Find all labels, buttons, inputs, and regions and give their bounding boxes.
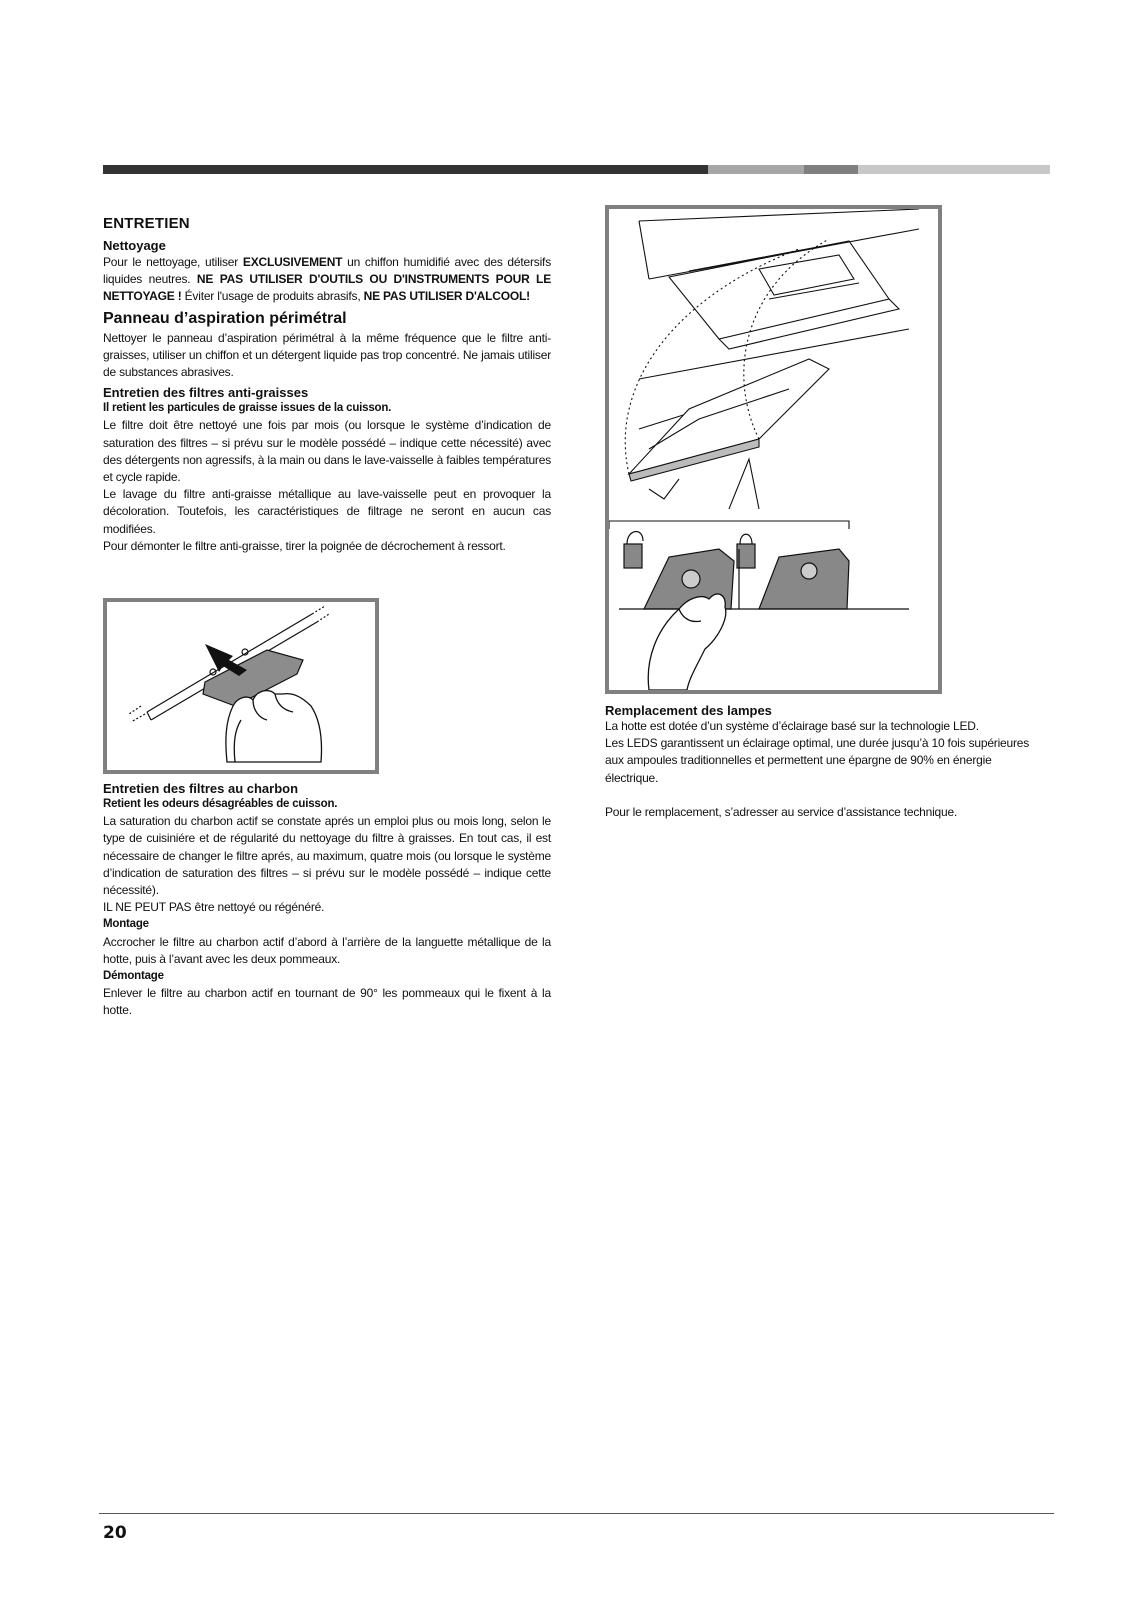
filtres-graisses-p2: Le lavage du filtre anti-graisse métallique au lave-vaisselle peut en provoquer la décoloration. Toutefois, les caractéristiques de filtrage ne seront en aucun cas modifiées. — [103, 487, 551, 536]
left-column-lower — [103, 781, 551, 1020]
filtres-graisses-p1: Le filtre doit être nettoyé une fois par mois (ou lorsque le système d’indication de saturation des filtres – si prévu sur le modèle possédé – indique cette nécessité) avec des détergents non agressifs, à la main ou dans le lave-vaisselle à faibles températures et cycle rapide. — [103, 418, 551, 485]
nettoyage-bold-alcool: NE PAS UTILISER D'ALCOOL! — [363, 289, 530, 304]
header-bar-segment-light — [708, 165, 804, 174]
montage-title: Montage — [103, 918, 149, 931]
filtres-graisses-p3: Pour démonter le filtre anti-graisse, tirer la poignée de décrochement à ressort. — [103, 538, 506, 553]
header-bar-segment-dark — [103, 165, 708, 174]
footer-rule — [99, 1513, 1054, 1514]
lampes-line2: Les LEDS garantissent un éclairage optimal, une durée jusqu’à 10 fois supérieures aux ampoules traditionnelles et permettent une épargne de 90% en énergie électrique. — [605, 736, 1030, 785]
montage-text: Accrocher le filtre au charbon actif d’abord à l’arrière de la languette métallique de la hotte, puis à l’avant avec les deux pommeaux. — [103, 934, 551, 966]
filtres-graisses-title: Entretien des filtres anti-graisses — [103, 385, 309, 401]
left-column-upper — [103, 215, 551, 555]
figure-grease-filter-removal — [103, 598, 379, 774]
nettoyage-bold-exclusivement: EXCLUSIVEMENT — [242, 255, 343, 269]
page-number: 20 — [103, 1523, 127, 1543]
nettoyage-text — [103, 254, 551, 306]
perimeter-panel-illustration — [609, 209, 938, 690]
nettoyage-bold-warning: NE PAS UTILISER D'OUTILS OU D'INSTRUMENTS POUR LE NETTOYAGE ! — [103, 272, 551, 304]
lampes-title: Remplacement des lampes — [605, 703, 772, 718]
filtres-graisses-lead: Il retient les particules de graisse issues de la cuisson. — [103, 402, 392, 415]
demontage-text: Enlever le filtre au charbon actif en tournant de 90° les pommeaux qui le fixent à la hotte. — [103, 986, 551, 1018]
header-bar-segment-mid — [804, 165, 858, 174]
lampes-line3: Pour le remplacement, s’adresser au service d’assistance technique. — [605, 804, 958, 819]
header-bar — [103, 165, 1050, 174]
filtres-charbon-title: Entretien des filtres au charbon — [103, 781, 299, 796]
demontage-title: Démontage — [103, 970, 164, 983]
header-bar-segment-pale — [858, 165, 1050, 174]
panneau-title: Panneau d’aspiration périmétral — [103, 309, 347, 327]
nettoyage-text-part: Pour le nettoyage, utiliser — [103, 255, 243, 269]
nettoyage-text-part: un chiffon humidifié avec des détersifs liquides neutres. — [103, 255, 551, 287]
section-title: ENTRETIEN — [103, 215, 190, 232]
filtres-charbon-p1: La saturation du charbon actif se constate aprés un emploi plus ou mois long, selon le type de cuisiniére et de régularité du nettoyage du filtre à graisses. En tout cas, il est nécessaire de changer le filtre aprés, au maximum, quatre mois (ou lorsque le système d’indication de saturation des filtres – si prévu sur le modèle possédé – indique cette nécessité). — [103, 814, 551, 898]
filtres-charbon-lead: Retient les odeurs désagréables de cuisson. — [103, 798, 338, 810]
nettoyage-title: Nettoyage — [103, 238, 166, 253]
panneau-text: Nettoyer le panneau d’aspiration périmétral à la même fréquence que le filtre anti-graisses, utiliser un chiffon et un détergent liquide pas trop concentré. Ne jamais utiliser de substances abrasives. — [103, 330, 551, 380]
filtres-charbon-p2: IL NE PEUT PAS être nettoyé ou régénéré. — [103, 900, 325, 915]
grease-filter-illustration — [107, 602, 375, 770]
right-column — [605, 703, 1045, 821]
spacer — [605, 787, 1045, 804]
lampes-line1: La hotte est dotée d’un système d’éclairage basé sur la technologie LED. — [605, 719, 979, 733]
figure-perimeter-panel — [605, 205, 942, 694]
nettoyage-text-part: Éviter l'usage de produits abrasifs, — [181, 289, 364, 304]
